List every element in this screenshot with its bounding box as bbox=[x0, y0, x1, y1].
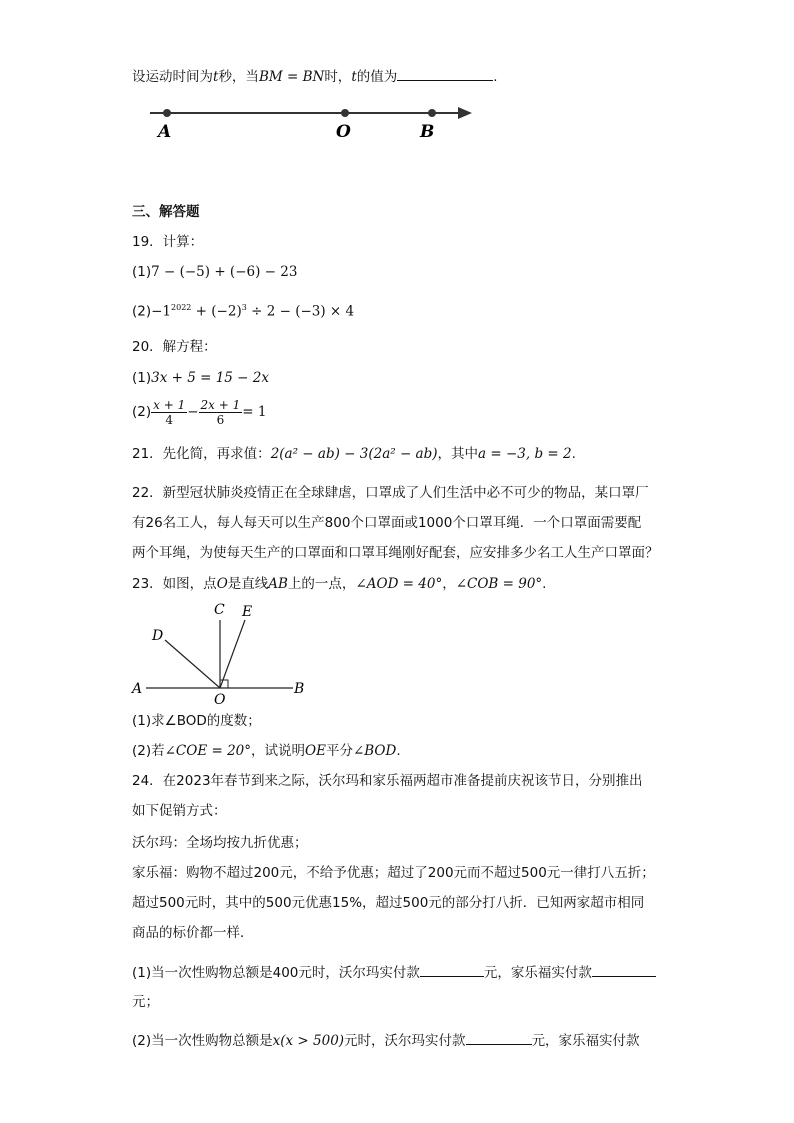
q24-line5: 超过500元时，其中的500元优惠15%，超过500元的部分打八折．已知两家超市相同 bbox=[132, 895, 645, 911]
q19-p2-b: + (−2) bbox=[191, 303, 242, 320]
fraction-2-numerator: 2x + 1 bbox=[200, 397, 241, 412]
answer-blank[interactable] bbox=[420, 962, 484, 977]
q20-title: 20．解方程： bbox=[132, 339, 217, 355]
q24-part1-end: 元； bbox=[132, 994, 159, 1010]
q24-part1 bbox=[132, 962, 656, 983]
q23-text bbox=[132, 574, 546, 594]
ray-oe bbox=[220, 620, 245, 688]
q23-p2-c: 平分 bbox=[325, 743, 353, 759]
q19-p2-a: −1 bbox=[151, 303, 172, 320]
answer-blank[interactable] bbox=[397, 66, 493, 81]
point-a bbox=[163, 109, 171, 117]
q20-p1-label: (1) bbox=[132, 370, 152, 386]
label-o: O bbox=[336, 122, 351, 142]
q22-line1: 22．新型冠状肺炎疫情正在全球肆虐，口罩成了人们生活中必不可少的物品，某口罩厂 bbox=[132, 485, 649, 501]
q18-text bbox=[132, 66, 498, 87]
q20-rhs: = 1 bbox=[242, 404, 267, 420]
q21-end: . bbox=[571, 446, 576, 462]
q21-expression: 2(a² − ab) − 3(2a² − ab) bbox=[270, 446, 438, 462]
q24-part2 bbox=[132, 1030, 640, 1051]
q19-part2 bbox=[132, 298, 354, 322]
q24-line1: 24．在2023年春节到来之际，沃尔玛和家乐福两超市准备提前庆祝该节日，分别推出 bbox=[132, 773, 643, 789]
q23-part1: (1)求∠BOD的度数； bbox=[132, 713, 261, 729]
ray-od bbox=[165, 640, 220, 688]
q18-var-t2: t bbox=[351, 69, 357, 85]
q23-angle-cob: ∠COB = 90° bbox=[455, 576, 543, 592]
q24-p1-b: 元，家乐福实付款 bbox=[483, 965, 592, 981]
point-o bbox=[341, 109, 349, 117]
q24-p2-a: (2)当一次性购物总额是 bbox=[132, 1033, 273, 1049]
q21-text bbox=[132, 444, 576, 464]
section-title: 三、解答题 bbox=[132, 204, 200, 220]
q24-line3: 沃尔玛：全场均按九折优惠； bbox=[132, 835, 308, 851]
q23-part2 bbox=[132, 741, 401, 761]
q18-prefix: 设运动时间为 bbox=[132, 69, 213, 85]
q24-line6: 商品的标价都一样． bbox=[132, 925, 254, 941]
label-a: A bbox=[158, 122, 172, 142]
q24-p2-condition: (x > 500) bbox=[280, 1033, 345, 1049]
answer-blank[interactable] bbox=[592, 962, 656, 977]
q23-o: O bbox=[216, 576, 228, 592]
q18-suffix: 的值为 bbox=[356, 69, 398, 85]
q24-p2-c: 元，家乐福实付款 bbox=[531, 1033, 640, 1049]
q24-line2: 如下促销方式： bbox=[132, 803, 227, 819]
q21-prefix: 21．先化简，再求值： bbox=[132, 446, 271, 462]
q23-sep: ， bbox=[442, 576, 456, 592]
q23-oe: OE bbox=[305, 743, 326, 759]
label-e: E bbox=[242, 604, 253, 620]
label-d: D bbox=[152, 628, 164, 644]
q24-p1-a: (1)当一次性购物总额是400元时，沃尔玛实付款 bbox=[132, 965, 420, 981]
q19-p2-label: (2) bbox=[132, 303, 152, 320]
q19-p1-label: (1) bbox=[132, 264, 152, 280]
q20-p2-label: (2) bbox=[132, 404, 152, 420]
q20-minus: − bbox=[187, 404, 199, 420]
label-a: A bbox=[132, 681, 143, 697]
q18-mid2: 时， bbox=[324, 69, 352, 85]
arrow-head-icon bbox=[458, 107, 472, 119]
fraction-1-numerator: x + 1 bbox=[153, 397, 186, 412]
q23-ab: AB bbox=[268, 576, 288, 592]
q21-mid: ，其中 bbox=[437, 446, 479, 462]
q18-var-t: t bbox=[213, 69, 219, 85]
q23-p2-end: . bbox=[396, 743, 401, 759]
q23-p2-a: (2)若 bbox=[132, 743, 165, 759]
q19-p1-expr: 7 − (−5) + (−6) − 23 bbox=[151, 264, 298, 280]
q20-p1-expr: 3x + 5 = 15 − 2x bbox=[151, 370, 269, 386]
fraction-1 bbox=[151, 398, 187, 427]
q19-p2-exponent: 2022 bbox=[171, 303, 192, 312]
q20-part1 bbox=[132, 368, 269, 388]
q18-condition: BM = BN bbox=[258, 69, 325, 85]
q20-part2 bbox=[132, 396, 266, 428]
q23-angle-coe: ∠COE = 20° bbox=[164, 743, 252, 759]
q19-p2-c: ÷ 2 − (−3) × 4 bbox=[246, 303, 355, 320]
point-b bbox=[428, 109, 436, 117]
q23-angle-bod: ∠BOD bbox=[352, 743, 397, 759]
q23-c: 上的一点， bbox=[287, 576, 356, 592]
q22-line2: 有26名工人，每人每天可以生产800个口罩面或1000个口罩耳绳．一个口罩面需要配 bbox=[132, 515, 642, 531]
q19-part1 bbox=[132, 262, 297, 282]
q23-end: . bbox=[542, 576, 547, 592]
q19-title: 19．计算： bbox=[132, 234, 204, 250]
q18-mid1: 秒，当 bbox=[218, 69, 259, 85]
q23-b: 是直线 bbox=[227, 576, 269, 592]
q19-p2-exponent2: 3 bbox=[241, 303, 247, 312]
angle-figure bbox=[128, 598, 328, 708]
q24-p2-b: 元时，沃尔玛实付款 bbox=[344, 1033, 466, 1049]
q24-line4: 家乐福：购物不超过200元，不给予优惠；超过了200元而不超过500元一律打八五折； bbox=[132, 865, 655, 881]
label-b: B bbox=[294, 681, 305, 697]
q23-p2-b: ，试说明 bbox=[251, 743, 306, 759]
q23-angle-aod: ∠AOD = 40° bbox=[355, 576, 443, 592]
q18-end: . bbox=[493, 69, 498, 85]
fraction-2-denominator: 6 bbox=[216, 412, 225, 427]
label-o: O bbox=[214, 692, 226, 708]
label-b: B bbox=[420, 122, 435, 142]
q23-a: 23．如图，点 bbox=[132, 576, 217, 592]
fraction-1-denominator: 4 bbox=[165, 412, 173, 427]
fraction-2 bbox=[199, 398, 243, 427]
q24-p2-x: x bbox=[272, 1033, 281, 1049]
answer-blank[interactable] bbox=[466, 1030, 532, 1045]
q21-values: a = −3, b = 2 bbox=[478, 446, 572, 462]
label-c: C bbox=[214, 602, 225, 618]
q22-line3: 两个耳绳，为使每天生产的口罩面和口罩耳绳刚好配套，应安排多少名工人生产口罩面？ bbox=[132, 545, 659, 561]
number-line-figure bbox=[140, 100, 480, 142]
